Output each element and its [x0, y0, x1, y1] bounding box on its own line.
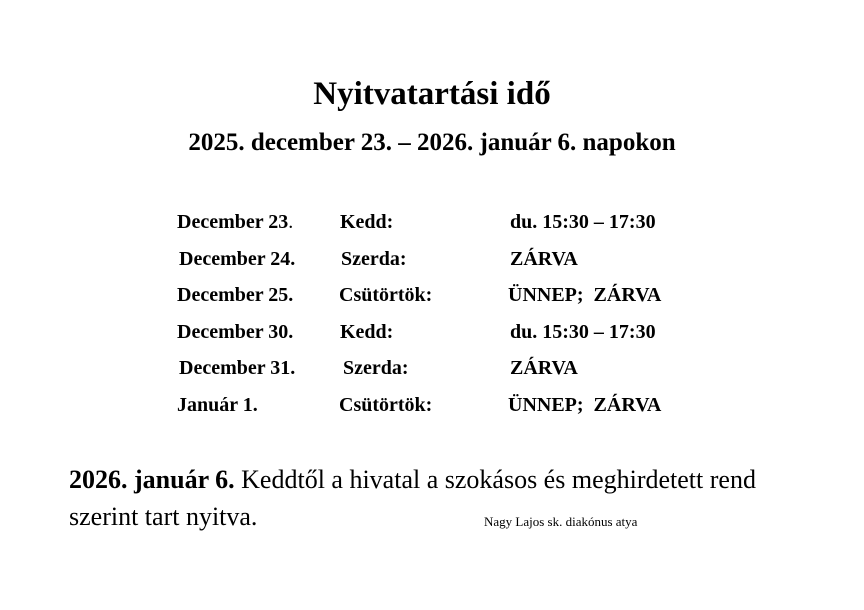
schedule-row — [0, 314, 864, 350]
footer-date: 2026. január 6. — [69, 465, 235, 494]
schedule-row — [0, 350, 864, 386]
schedule-hours: du. 15:30 – 17:30 — [510, 321, 656, 343]
schedule-row — [0, 387, 864, 423]
schedule-hours: ZÁRVA — [510, 248, 578, 270]
schedule-hours: du. 15:30 – 17:30 — [510, 211, 656, 233]
schedule-date: December 25. — [177, 284, 294, 306]
schedule-table — [0, 204, 864, 426]
schedule-date: December 31. — [179, 357, 296, 379]
schedule-day: Kedd: — [340, 211, 394, 233]
schedule-date-suffix: . — [288, 211, 294, 233]
schedule-row — [0, 277, 864, 313]
schedule-day: Kedd: — [340, 321, 394, 343]
footer-notice — [69, 461, 809, 535]
schedule-date: Január 1. — [177, 394, 258, 416]
page-title: Nyitvatartási idő — [313, 76, 551, 112]
schedule-hours: ZÁRVA — [510, 357, 578, 379]
schedule-date — [177, 204, 293, 240]
schedule-date: December 30. — [177, 321, 294, 343]
schedule-hours: ÜNNEP; ZÁRVA — [508, 284, 662, 306]
schedule-day: Csütörtök: — [339, 284, 433, 306]
schedule-row — [0, 204, 864, 240]
schedule-date: December 24. — [179, 248, 296, 270]
schedule-hours: ÜNNEP; ZÁRVA — [508, 394, 662, 416]
footer-text: Keddtől a hivatal a szokásos és meghirdetett rend szerint tart nyitva. — [69, 465, 756, 531]
schedule-day: Csütörtök: — [339, 394, 433, 416]
page-subtitle: 2025. december 23. – 2026. január 6. napokon — [188, 129, 676, 156]
signature: Nagy Lajos sk. diakónus atya — [484, 514, 638, 529]
schedule-date-text: December 23 — [177, 211, 289, 233]
schedule-row — [0, 241, 864, 277]
schedule-day: Szerda: — [341, 248, 407, 270]
schedule-day: Szerda: — [343, 357, 409, 379]
